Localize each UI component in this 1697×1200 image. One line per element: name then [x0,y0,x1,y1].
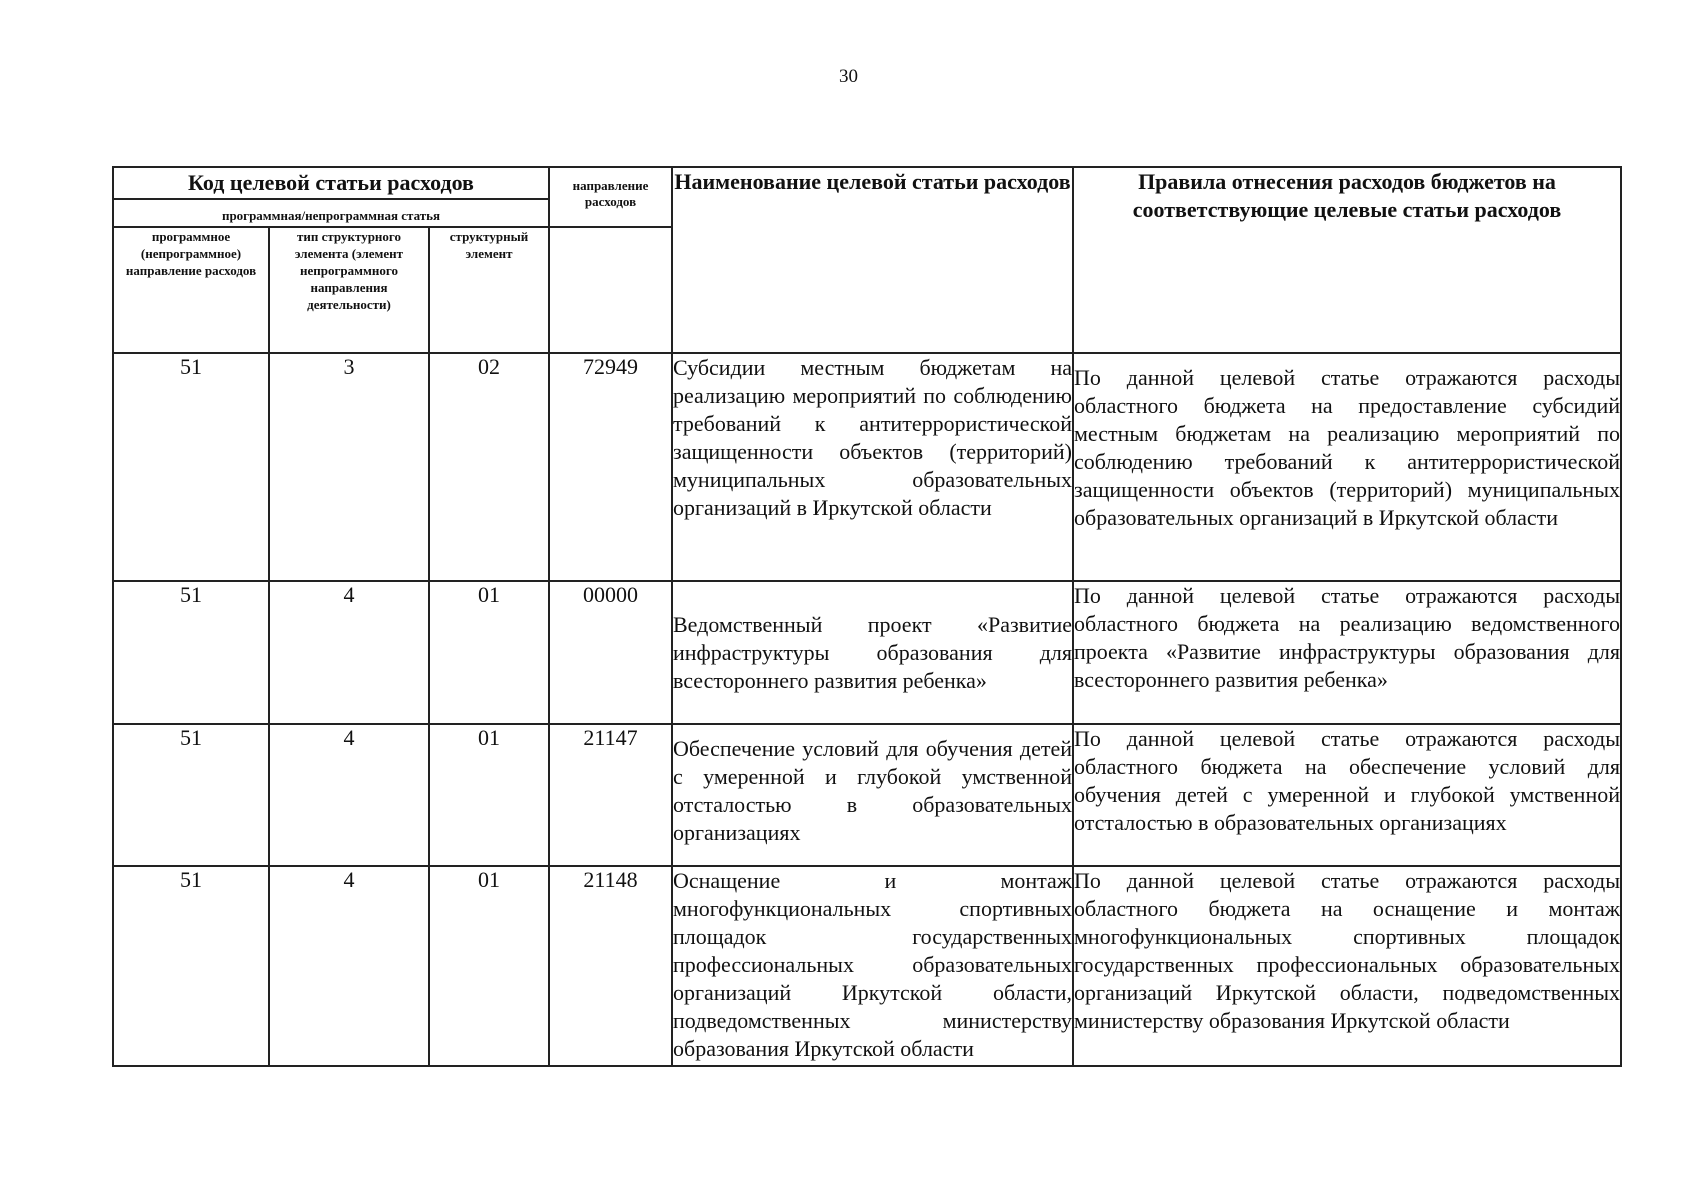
header-structural-element: структурный элемент [429,227,549,353]
cell-rule: По данной целевой статье отражаются расходы областного бюджета на реализацию ведомственного проекта «Развитие инфраструктуры образования для всестороннего развития ребенка» [1073,581,1621,724]
cell-program: 51 [113,581,269,724]
cell-direction: 72949 [549,353,672,581]
cell-name: Оснащение и монтаж многофункциональных спортивных площадок государственных профессиональных образовательных организаций Иркутской области, подведомственных министерству образования Иркутской области [672,866,1073,1066]
cell-direction: 00000 [549,581,672,724]
table-row [113,724,1621,866]
cell-element: 01 [429,724,549,866]
page-number: 30 [839,66,858,87]
cell-type: 3 [269,353,429,581]
header-expense-direction: направление расходов [549,167,672,227]
table-row [113,581,1621,724]
cell-rule: По данной целевой статье отражаются расходы областного бюджета на обеспечение условий для обучения детей с умеренной и глубокой умственной отсталостью в образовательных организациях [1073,724,1621,866]
cell-direction: 21147 [549,724,672,866]
target-expense-table [112,166,1622,1067]
cell-program: 51 [113,866,269,1066]
cell-rule: По данной целевой статье отражаются расходы областного бюджета на оснащение и монтаж многофункциональных спортивных площадок государственных профессиональных образовательных организаций Иркутской области, подведомственных министерству образования Иркутской области [1073,866,1621,1066]
header-expense-direction-empty [549,227,672,353]
table-row [113,353,1621,581]
header-structural-type: тип структурного элемента (элемент непрограммного направления деятельности) [269,227,429,353]
cell-direction: 21148 [549,866,672,1066]
cell-rule: По данной целевой статье отражаются расходы областного бюджета на предоставление субсидий местным бюджетам на реализацию мероприятий по соблюдению требований к антитеррористической защищенности объектов (территорий) муниципальных образовательных организаций в Иркутской области [1073,353,1621,581]
header-name: Наименование целевой статьи расходов [672,167,1073,353]
table-row [113,866,1621,1066]
cell-name: Обеспечение условий для обучения детей с умеренной и глубокой умственной отсталостью в образовательных организациях [672,724,1073,866]
header-code-group: Код целевой статьи расходов [113,167,549,199]
cell-element: 01 [429,866,549,1066]
header-program-direction: программное (непрограммное) направление расходов [113,227,269,353]
header-program-group: программная/непрограммная статья [113,199,549,227]
cell-type: 4 [269,866,429,1066]
cell-element: 02 [429,353,549,581]
cell-element: 01 [429,581,549,724]
header-rules: Правила отнесения расходов бюджетов на соответствующие целевые статьи расходов [1073,167,1621,353]
cell-name: Ведомственный проект «Развитие инфраструктуры образования для всестороннего развития ребенка» [672,581,1073,724]
cell-program: 51 [113,353,269,581]
cell-type: 4 [269,724,429,866]
cell-program: 51 [113,724,269,866]
cell-type: 4 [269,581,429,724]
cell-name: Субсидии местным бюджетам на реализацию мероприятий по соблюдению требований к антитеррористической защищенности объектов (территорий) муниципальных образовательных организаций в Иркутской области [672,353,1073,581]
header-row-1 [113,167,1621,199]
